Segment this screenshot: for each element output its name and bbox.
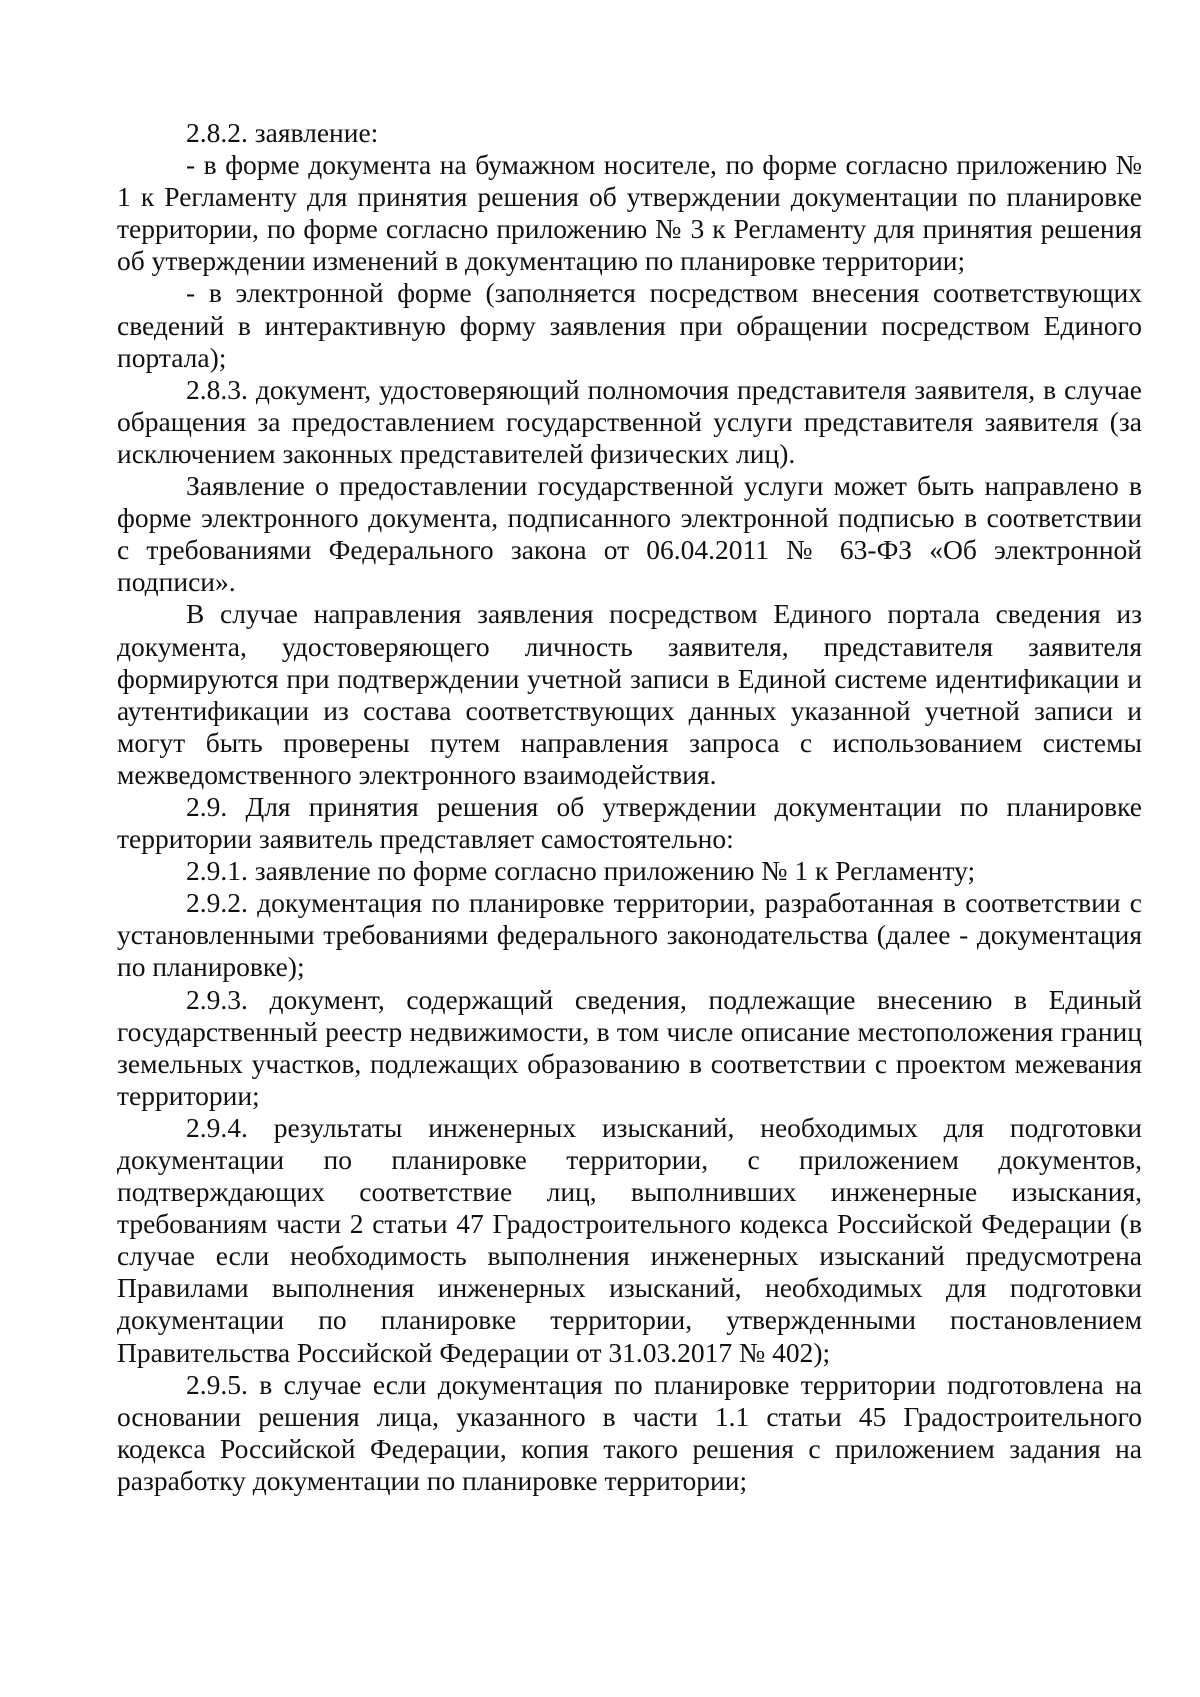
paragraph-2-9-2: 2.9.2. документация по планировке территории, разработанная в соответствии с установленными требованиями федерального законодательства (далее - документация по планировке); xyxy=(117,887,1142,983)
paragraph-2-8-2-heading: 2.8.2. заявление: xyxy=(186,117,379,148)
paragraph-2-9-3: 2.9.3. документ, содержащий сведения, подлежащие внесению в Единый государственный реестр недвижимости, в том числе описание местоположения границ земельных участков, подлежащих образованию в соответствии с проектом межевания территории; xyxy=(117,983,1142,1111)
paragraph-2-9: 2.9. Для принятия решения об утверждении документации по планировке территории заявитель представляет самостоятельно: xyxy=(117,790,1142,855)
paragraph-2-9-1: 2.9.1. заявление по форме согласно приложению № 1 к Регламенту; xyxy=(186,855,976,887)
document-body xyxy=(117,117,1142,1497)
paragraph-2-9-5: 2.9.5. в случае если документация по планировке территории подготовлена на основании решения лица, указанного в части 1.1 статьи 45 Градостроительного кодекса Российской Федерации, копия такого решения с приложением задания на разработку документации по планировке территории; xyxy=(117,1368,1142,1496)
paragraph-paper-form: - в форме документа на бумажном носителе, по форме согласно приложению № 1 к Регламенту для принятия решения об утверждении документации по планировке территории, по форме согласно приложению № 3 к Регламенту для принятия решения об утверждении изменений в документацию по планировке территории; xyxy=(117,149,1142,277)
paragraph-2-8-3: 2.8.3. документ, удостоверяющий полномочия представителя заявителя, в случае обращения за предоставлением государственной услуги представителя заявителя (за исключением законных представителей физических лиц). xyxy=(117,373,1142,469)
paragraph-unified-portal: В случае направления заявления посредством Единого портала сведения из документа, удостоверяющего личность заявителя, представителя заявителя формируются при подтверждении учетной записи в Единой системе идентификации и аутентификации из состава соответствующих данных указанной учетной записи и могут быть проверены путем направления запроса с использованием системы межведомственного электронного взаимодействия. xyxy=(117,598,1142,790)
paragraph-electronic-signature: Заявление о предоставлении государственной услуги может быть направлено в форме электронного документа, подписанного электронной подписью в соответствии с требованиями Федерального закона от 06.04.2011 № 63-ФЗ «Об электронной подписи». xyxy=(117,470,1142,598)
paragraph-electronic-form: - в электронной форме (заполняется посредством внесения соответствующих сведений в интерактивную форму заявления при обращении посредством Единого портала); xyxy=(117,277,1142,373)
paragraph-2-9-4: 2.9.4. результаты инженерных изысканий, необходимых для подготовки документации по планировке территории, с приложением документов, подтверждающих соответствие лиц, выполнивших инженерные изыскания, требованиям части 2 статьи 47 Градостроительного кодекса Российской Федерации (в случае если необходимость выполнения инженерных изысканий предусмотрена Правилами выполнения инженерных изысканий, необходимых для подготовки документации по планировке территории, утвержденными постановлением Правительства Российской Федерации от 31.03.2017 № 402); xyxy=(117,1111,1142,1368)
